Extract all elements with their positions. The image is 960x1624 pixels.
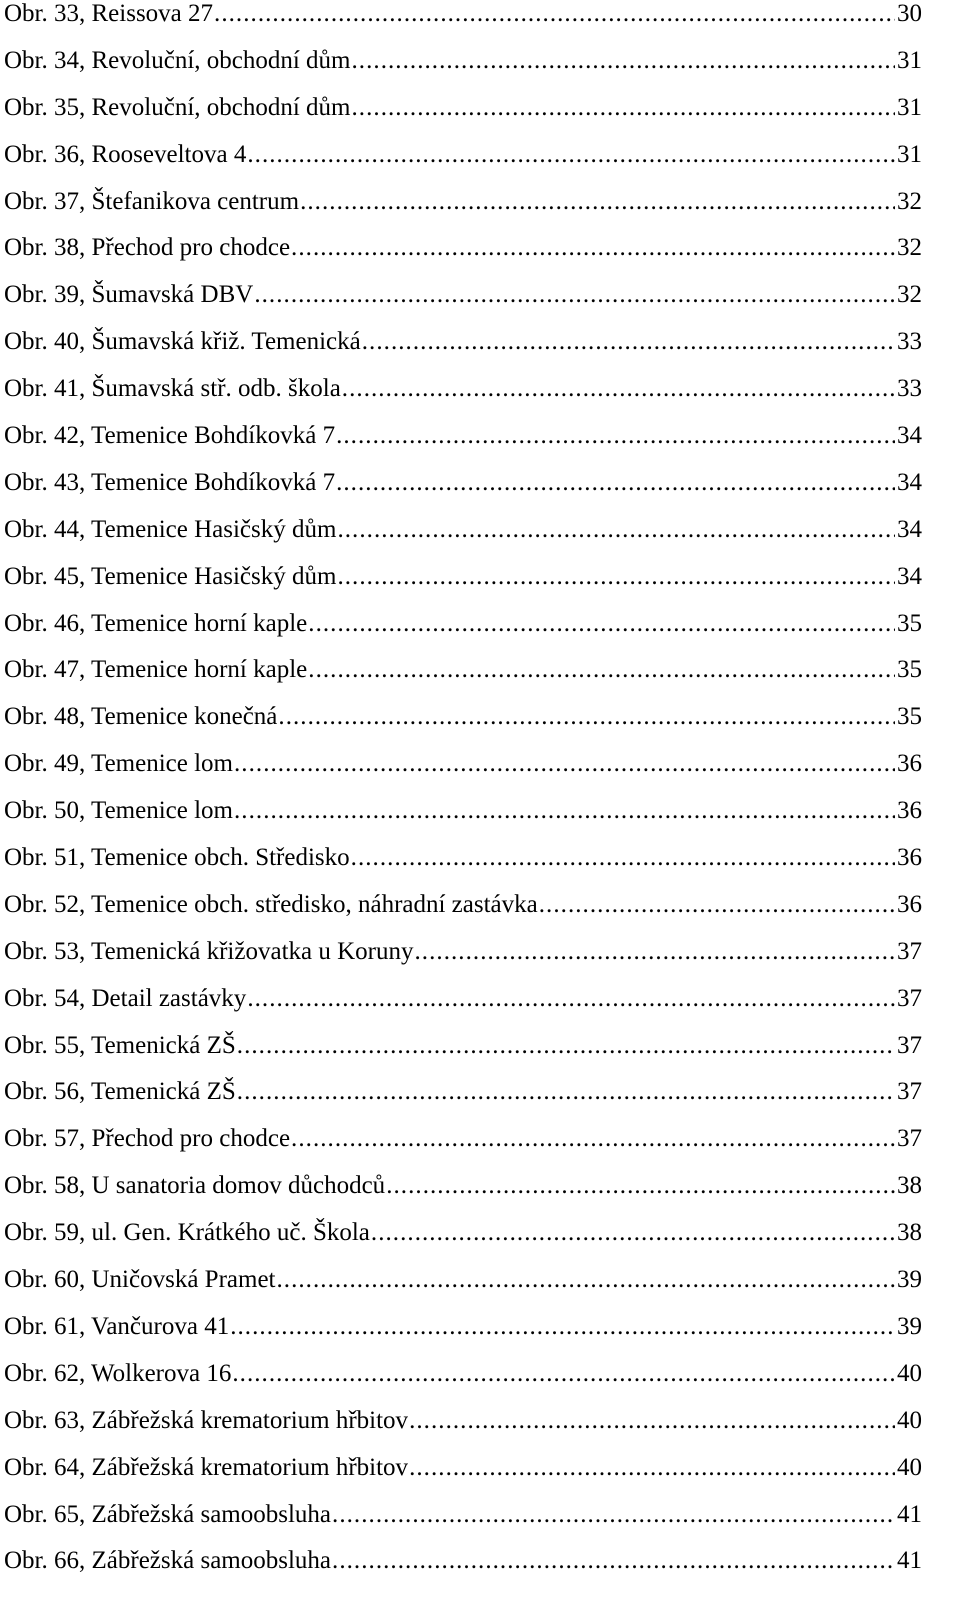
entry-page-number: 31	[897, 93, 922, 121]
list-item[interactable]	[4, 1116, 922, 1163]
entry-title: Obr. 50, Temenice lom	[4, 797, 233, 825]
list-item[interactable]	[4, 179, 922, 226]
list-item[interactable]	[4, 1257, 922, 1304]
list-item[interactable]	[4, 694, 922, 741]
dot-leader	[332, 1538, 895, 1585]
dot-leader	[415, 929, 896, 976]
entry-page-number: 30	[897, 0, 922, 27]
entry-page-number: 39	[897, 1312, 922, 1340]
entry-page-number: 40	[897, 1406, 922, 1434]
entry-page-number: 41	[897, 1547, 922, 1575]
dot-leader	[232, 1351, 895, 1398]
list-item[interactable]	[4, 85, 922, 132]
list-item[interactable]	[4, 882, 922, 929]
entry-page-number: 38	[897, 1172, 922, 1200]
dot-leader	[230, 1304, 895, 1351]
entry-title: Obr. 36, Rooseveltova 4	[4, 140, 247, 168]
entry-title: Obr. 33, Reissova 27	[4, 0, 214, 27]
entry-page-number: 34	[897, 422, 922, 450]
dot-leader	[247, 976, 895, 1023]
dot-leader	[291, 1116, 895, 1163]
entry-title: Obr. 61, Vančurova 41	[4, 1312, 230, 1340]
entry-page-number: 37	[897, 984, 922, 1012]
dot-leader	[214, 0, 895, 38]
dot-leader	[237, 1069, 895, 1116]
dot-leader	[337, 507, 895, 554]
entry-title: Obr. 49, Temenice lom	[4, 750, 233, 778]
entry-title: Obr. 40, Šumavská křiž. Temenická	[4, 328, 361, 356]
entry-page-number: 35	[897, 703, 922, 731]
dot-leader	[352, 38, 896, 85]
list-item[interactable]	[4, 741, 922, 788]
dot-leader	[237, 1023, 895, 1070]
entry-page-number: 34	[897, 562, 922, 590]
list-item[interactable]	[4, 1492, 922, 1539]
list-item[interactable]	[4, 1163, 922, 1210]
dot-leader	[234, 788, 895, 835]
dot-leader	[234, 741, 895, 788]
entry-page-number: 35	[897, 656, 922, 684]
entry-title: Obr. 60, Uničovská Pramet	[4, 1266, 276, 1294]
entry-page-number: 32	[897, 234, 922, 262]
entry-title: Obr. 63, Zábřežská krematorium hřbitov	[4, 1406, 409, 1434]
entry-title: Obr. 38, Přechod pro chodce	[4, 234, 291, 262]
dot-leader	[278, 694, 895, 741]
dot-leader	[336, 460, 895, 507]
figure-list	[4, 0, 922, 1585]
list-item[interactable]	[4, 601, 922, 648]
list-item[interactable]	[4, 132, 922, 179]
dot-leader	[247, 132, 895, 179]
list-item[interactable]	[4, 1210, 922, 1257]
entry-page-number: 36	[897, 797, 922, 825]
list-item[interactable]	[4, 366, 922, 413]
list-item[interactable]	[4, 507, 922, 554]
entry-page-number: 31	[897, 140, 922, 168]
dot-leader	[351, 835, 895, 882]
entry-title: Obr. 45, Temenice Hasičský dům	[4, 562, 337, 590]
entry-page-number: 33	[897, 375, 922, 403]
entry-page-number: 41	[897, 1500, 922, 1528]
entry-page-number: 31	[897, 46, 922, 74]
list-item[interactable]	[4, 1304, 922, 1351]
entry-page-number: 36	[897, 844, 922, 872]
dot-leader	[336, 413, 895, 460]
list-item[interactable]	[4, 835, 922, 882]
entry-page-number: 37	[897, 937, 922, 965]
entry-page-number: 40	[897, 1453, 922, 1481]
list-item[interactable]	[4, 976, 922, 1023]
entry-page-number: 40	[897, 1359, 922, 1387]
entry-page-number: 38	[897, 1219, 922, 1247]
list-item[interactable]	[4, 1398, 922, 1445]
dot-leader	[409, 1398, 895, 1445]
dot-leader	[308, 647, 895, 694]
dot-leader	[300, 179, 895, 226]
entry-page-number: 32	[897, 187, 922, 215]
entry-title: Obr. 54, Detail zastávky	[4, 984, 247, 1012]
list-item[interactable]	[4, 225, 922, 272]
list-item[interactable]	[4, 1069, 922, 1116]
entry-page-number: 35	[897, 609, 922, 637]
dot-leader	[308, 601, 895, 648]
list-item[interactable]	[4, 929, 922, 976]
list-item[interactable]	[4, 1538, 922, 1585]
entry-title: Obr. 48, Temenice konečná	[4, 703, 278, 731]
entry-page-number: 32	[897, 281, 922, 309]
entry-title: Obr. 37, Štefanikova centrum	[4, 187, 300, 215]
dot-leader	[337, 554, 895, 601]
list-item[interactable]	[4, 38, 922, 85]
list-item[interactable]	[4, 413, 922, 460]
dot-leader	[276, 1257, 895, 1304]
list-item[interactable]	[4, 1351, 922, 1398]
entry-title: Obr. 66, Zábřežská samoobsluha	[4, 1547, 332, 1575]
entry-title: Obr. 53, Temenická křižovatka u Koruny	[4, 937, 414, 965]
dot-leader	[371, 1210, 895, 1257]
list-item[interactable]	[4, 272, 922, 319]
entry-page-number: 36	[897, 750, 922, 778]
entry-page-number: 37	[897, 1078, 922, 1106]
list-item[interactable]	[4, 0, 922, 38]
entry-title: Obr. 56, Temenická ZŠ	[4, 1078, 236, 1106]
list-item[interactable]	[4, 554, 922, 601]
entry-title: Obr. 44, Temenice Hasičský dům	[4, 515, 337, 543]
list-item[interactable]	[4, 460, 922, 507]
dot-leader	[386, 1163, 895, 1210]
entry-page-number: 39	[897, 1266, 922, 1294]
entry-title: Obr. 42, Temenice Bohdíkovká 7	[4, 422, 336, 450]
dot-leader	[362, 319, 895, 366]
dot-leader	[352, 85, 896, 132]
entry-title: Obr. 35, Revoluční, obchodní dům	[4, 93, 351, 121]
entry-title: Obr. 55, Temenická ZŠ	[4, 1031, 236, 1059]
dot-leader	[409, 1445, 895, 1492]
entry-title: Obr. 65, Zábřežská samoobsluha	[4, 1500, 332, 1528]
dot-leader	[539, 882, 895, 929]
entry-title: Obr. 46, Temenice horní kaple	[4, 609, 308, 637]
dot-leader	[342, 366, 895, 413]
entry-page-number: 36	[897, 890, 922, 918]
entry-title: Obr. 62, Wolkerova 16	[4, 1359, 232, 1387]
entry-title: Obr. 52, Temenice obch. středisko, náhradní zastávka	[4, 890, 538, 918]
entry-title: Obr. 58, U sanatoria domov důchodců	[4, 1172, 386, 1200]
entry-title: Obr. 64, Zábřežská krematorium hřbitov	[4, 1453, 409, 1481]
entry-page-number: 33	[897, 328, 922, 356]
dot-leader	[254, 272, 895, 319]
dot-leader	[291, 225, 895, 272]
list-item[interactable]	[4, 319, 922, 366]
entry-title: Obr. 51, Temenice obch. Středisko	[4, 844, 350, 872]
entry-page-number: 34	[897, 468, 922, 496]
entry-title: Obr. 41, Šumavská stř. odb. škola	[4, 375, 341, 403]
list-item[interactable]	[4, 647, 922, 694]
entry-title: Obr. 34, Revoluční, obchodní dům	[4, 46, 351, 74]
entry-page-number: 37	[897, 1125, 922, 1153]
list-item[interactable]	[4, 1445, 922, 1492]
entry-page-number: 34	[897, 515, 922, 543]
list-item[interactable]	[4, 1023, 922, 1070]
list-item[interactable]	[4, 788, 922, 835]
entry-title: Obr. 57, Přechod pro chodce	[4, 1125, 291, 1153]
dot-leader	[332, 1492, 895, 1539]
entry-title: Obr. 39, Šumavská DBV	[4, 281, 254, 309]
entry-title: Obr. 43, Temenice Bohdíkovká 7	[4, 468, 336, 496]
entry-title: Obr. 59, ul. Gen. Krátkého uč. Škola	[4, 1219, 370, 1247]
entry-page-number: 37	[897, 1031, 922, 1059]
entry-title: Obr. 47, Temenice horní kaple	[4, 656, 308, 684]
